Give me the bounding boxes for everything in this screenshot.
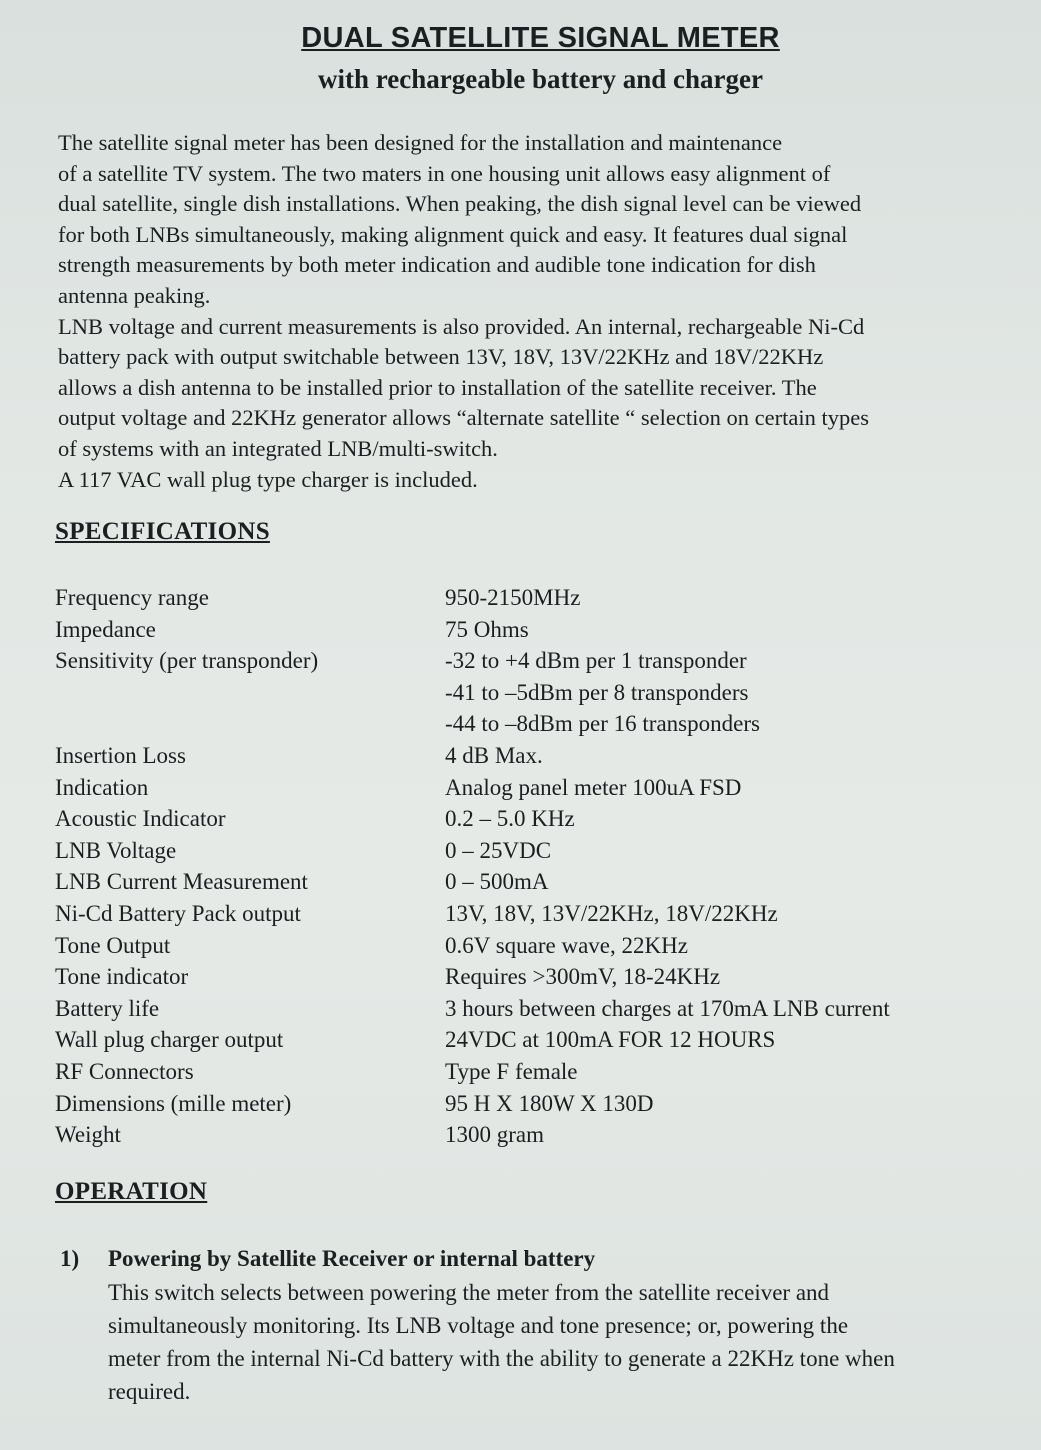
spec-row: [55, 835, 1015, 867]
spec-label: Battery life: [55, 995, 160, 1021]
specifications-heading: SPECIFICATIONS: [55, 518, 270, 545]
spec-label: Impedance: [55, 616, 156, 642]
intro-line: battery pack with output switchable between 13V, 18V, 13V/22KHz and 18V/22KHz: [58, 344, 824, 370]
spec-row: [55, 898, 1015, 930]
spec-value: 1300 gram: [445, 1122, 545, 1148]
spec-label: LNB Current Measurement: [55, 869, 308, 895]
intro-paragraph: [58, 128, 1018, 495]
spec-label: Tone Output: [55, 932, 171, 958]
operation-item-line: simultaneously monitoring. Its LNB voltage and tone presence; or, powering the: [108, 1313, 849, 1338]
spec-row: [55, 708, 1015, 740]
spec-label: LNB Voltage: [55, 837, 177, 863]
spec-row: [55, 740, 1015, 772]
spec-row: [55, 866, 1015, 898]
spec-row: [55, 1088, 1015, 1120]
operation-item-line: meter from the internal Ni-Cd battery with the ability to generate a 22KHz tone when: [108, 1346, 895, 1371]
spec-value: 950-2150MHz: [445, 585, 581, 610]
spec-label: Indication: [55, 774, 149, 800]
spec-value: 0 – 25VDC: [445, 837, 552, 863]
intro-line: of systems with an integrated LNB/multi-switch.: [58, 435, 498, 461]
spec-label: Sensitivity (per transponder): [55, 648, 319, 674]
intro-line: output voltage and 22KHz generator allows “alternate satellite “ selection on certain types: [58, 405, 869, 431]
spec-value: Type F female: [445, 1058, 578, 1084]
spec-label: [55, 708, 445, 740]
spec-label: Tone indicator: [55, 964, 189, 990]
spec-value: 13V, 18V, 13V/22KHz, 18V/22KHz: [445, 900, 778, 926]
spec-label: Wall plug charger output: [55, 1027, 284, 1053]
spec-label: [55, 677, 445, 709]
spec-row: [55, 1119, 1015, 1151]
intro-line: for both LNBs simultaneously, making alignment quick and easy. It features dual signal: [58, 221, 848, 247]
spec-label: Weight: [55, 1122, 121, 1148]
spec-value: -41 to –5dBm per 8 transponders: [445, 679, 749, 705]
intro-line: strength measurements by both meter indication and audible tone indication for dish: [58, 252, 816, 278]
document-title: DUAL SATELLITE SIGNAL METER: [301, 22, 780, 54]
spec-row: [55, 645, 1015, 677]
spec-label: Frequency range: [55, 585, 209, 610]
operation-item-line: This switch selects between powering the meter from the satellite receiver and: [108, 1280, 830, 1305]
intro-line: LNB voltage and current measurements is also provided. An internal, rechargeable Ni-Cd: [58, 313, 865, 339]
spec-label: Ni-Cd Battery Pack output: [55, 900, 301, 926]
spec-value: 4 dB Max.: [445, 742, 543, 768]
spec-row: [55, 582, 1015, 614]
spec-row: [55, 677, 1015, 709]
operation-item-title: Powering by Satellite Receiver or internal battery: [108, 1246, 596, 1271]
intro-line: The satellite signal meter has been designed for the installation and maintenance: [58, 130, 783, 155]
spec-label: Acoustic Indicator: [55, 806, 226, 832]
spec-row: [55, 1024, 1015, 1056]
spec-value: 0.2 – 5.0 KHz: [445, 806, 575, 832]
spec-row: [55, 993, 1015, 1025]
specifications-table: [55, 582, 1015, 1151]
spec-value: Requires >300mV, 18-24KHz: [445, 964, 721, 990]
intro-line: dual satellite, single dish installations. When peaking, the dish signal level can be viewed: [58, 191, 862, 217]
spec-row: [55, 614, 1015, 646]
spec-value: 24VDC at 100mA FOR 12 HOURS: [445, 1027, 776, 1053]
intro-line: A 117 VAC wall plug type charger is included.: [58, 466, 478, 492]
operation-heading: OPERATION: [55, 1178, 208, 1205]
spec-row: [55, 772, 1015, 804]
operation-item: [60, 1242, 1035, 1408]
intro-line: antenna peaking.: [58, 282, 211, 308]
spec-value: 3 hours between charges at 170mA LNB current: [445, 995, 890, 1021]
spec-value: -44 to –8dBm per 16 transponders: [445, 711, 760, 737]
spec-label: Dimensions (mille meter): [55, 1090, 292, 1116]
spec-value: -32 to +4 dBm per 1 transponder: [445, 648, 747, 674]
intro-line: of a satellite TV system. The two maters in one housing unit allows easy alignment of: [58, 160, 831, 186]
spec-row: [55, 803, 1015, 835]
document-subtitle: with rechargeable battery and charger: [318, 64, 763, 94]
spec-label: RF Connectors: [55, 1058, 194, 1084]
operation-item-line: required.: [108, 1379, 191, 1404]
operation-item-number: 1): [60, 1246, 80, 1271]
spec-label: Insertion Loss: [55, 742, 186, 768]
spec-row: [55, 961, 1015, 993]
intro-line: allows a dish antenna to be installed prior to installation of the satellite receiver. The: [58, 374, 817, 400]
spec-value: Analog panel meter 100uA FSD: [445, 774, 742, 800]
spec-value: 0.6V square wave, 22KHz: [445, 932, 688, 958]
spec-value: 95 H X 180W X 130D: [445, 1090, 654, 1116]
spec-row: [55, 930, 1015, 962]
operation-item-heading: [60, 1242, 1035, 1276]
spec-value: 0 – 500mA: [445, 869, 549, 895]
spec-row: [55, 1056, 1015, 1088]
operation-item-body: [60, 1276, 1035, 1408]
spec-value: 75 Ohms: [445, 616, 529, 642]
